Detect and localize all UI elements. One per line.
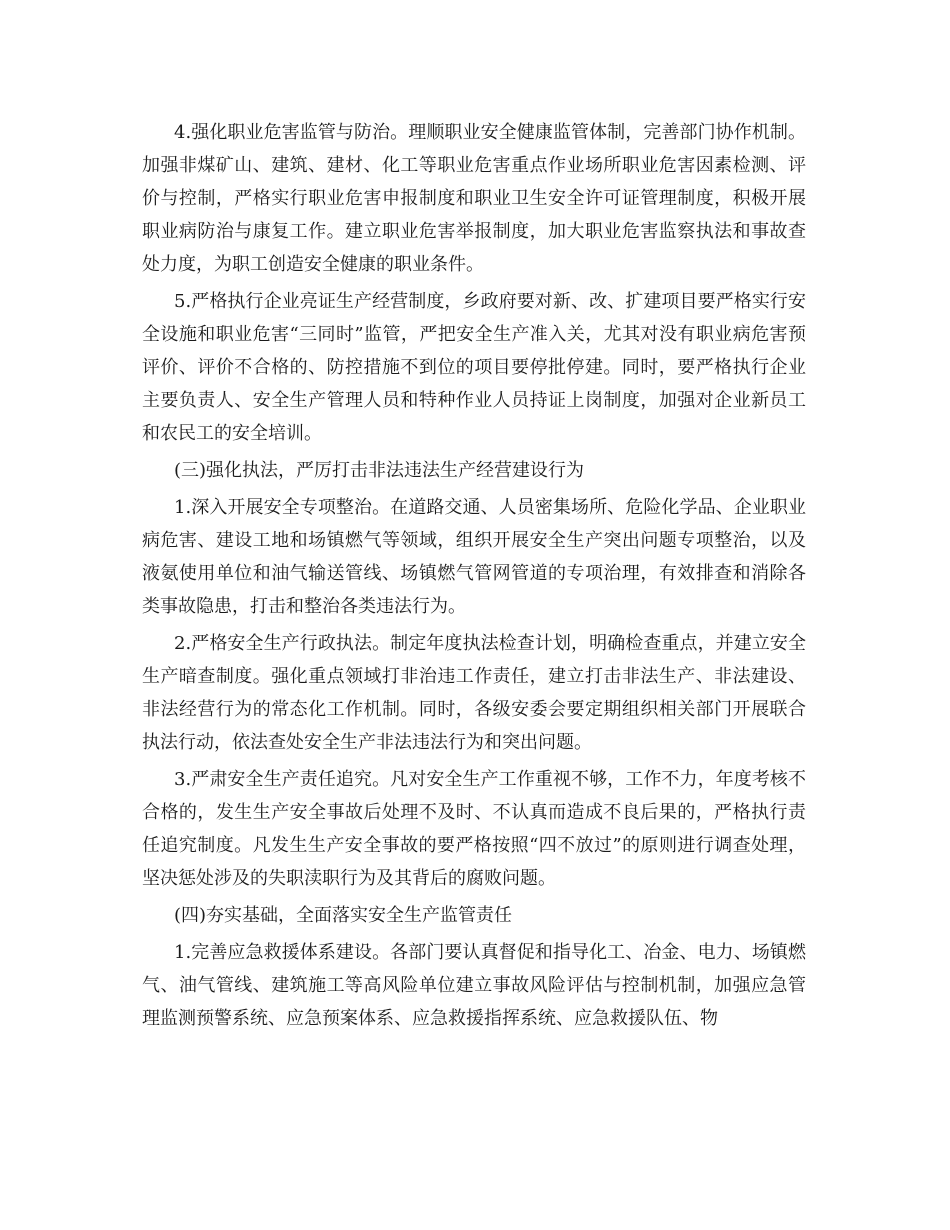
paragraph-occupational-hazard: 4.强化职业危害监管与防治。理顺职业安全健康监管体制，完善部门协作机制。加强非煤矿山、建筑、建材、化工等职业危害重点作业场所职业危害因素检测、评价与控制，严格实行职业危害申报制度和职业卫生安全许可证管理制度，积极开展职业病防治与康复工作。建立职业危害举报制度，加大职业危害监察执法和事故查处力度，为职工创造安全健康的职业条件。 <box>142 122 806 275</box>
paragraph-emergency-rescue: 1.完善应急救援体系建设。各部门要认真督促和指导化工、冶金、电力、场镇燃气、油气管线、建筑施工等高风险单位建立事故风险评估与控制机制，加强应急管理监测预警系统、应急预案体系、应急救援指挥系统、应急救援队伍、物 <box>142 942 806 1029</box>
paragraph-special-rectification: 1.深入开展安全专项整治。在道路交通、人员密集场所、危险化学品、企业职业病危害、建设工地和场镇燃气等领域，组织开展安全生产突出问题专项整治，以及液氨使用单位和油气输送管线、场镇燃气管网管道的专项治理，有效排查和消除各类事故隐患，打击和整治各类违法行为。 <box>142 497 806 617</box>
section-heading-foundation: (四)夯实基础，全面落实安全生产监管责任 <box>174 905 513 926</box>
paragraph-administrative-enforcement: 2.严格安全生产行政执法。制定年度执法检查计划，明确检查重点，并建立安全生产暗查制度。强化重点领域打非治违工作责任，建立打击非法生产、非法建设、非法经营行为的常态化工作机制。同时，各级安委会要定期组织相关部门开展联合执法行动，依法查处安全生产非法违法行为和突出问题。 <box>142 633 806 753</box>
paragraph-license-production: 5.严格执行企业亮证生产经营制度，乡政府要对新、改、扩建项目要严格实行安全设施和职业危害“三同时”监管，严把安全生产准入关，尤其对没有职业病危害预评价、评价不合格的、防控措施不到位的项目要停批停建。同时，要严格执行企业主要负责人、安全生产管理人员和特种作业人员持证上岗制度，加强对企业新员工和农民工的安全培训。 <box>142 291 806 444</box>
document-body <box>142 116 806 1039</box>
paragraph-accountability: 3.严肃安全生产责任追究。凡对安全生产工作重视不够，工作不力，年度考核不合格的，发生生产安全事故后处理不及时、不认真而造成不良后果的，严格执行责任追究制度。凡发生生产安全事故的要严格按照“四不放过”的原则进行调查处理，坚决惩处涉及的失职渎职行为及其背后的腐败问题。 <box>142 769 806 889</box>
section-heading-enforcement: (三)强化执法，严厉打击非法违法生产经营建设行为 <box>174 460 585 481</box>
